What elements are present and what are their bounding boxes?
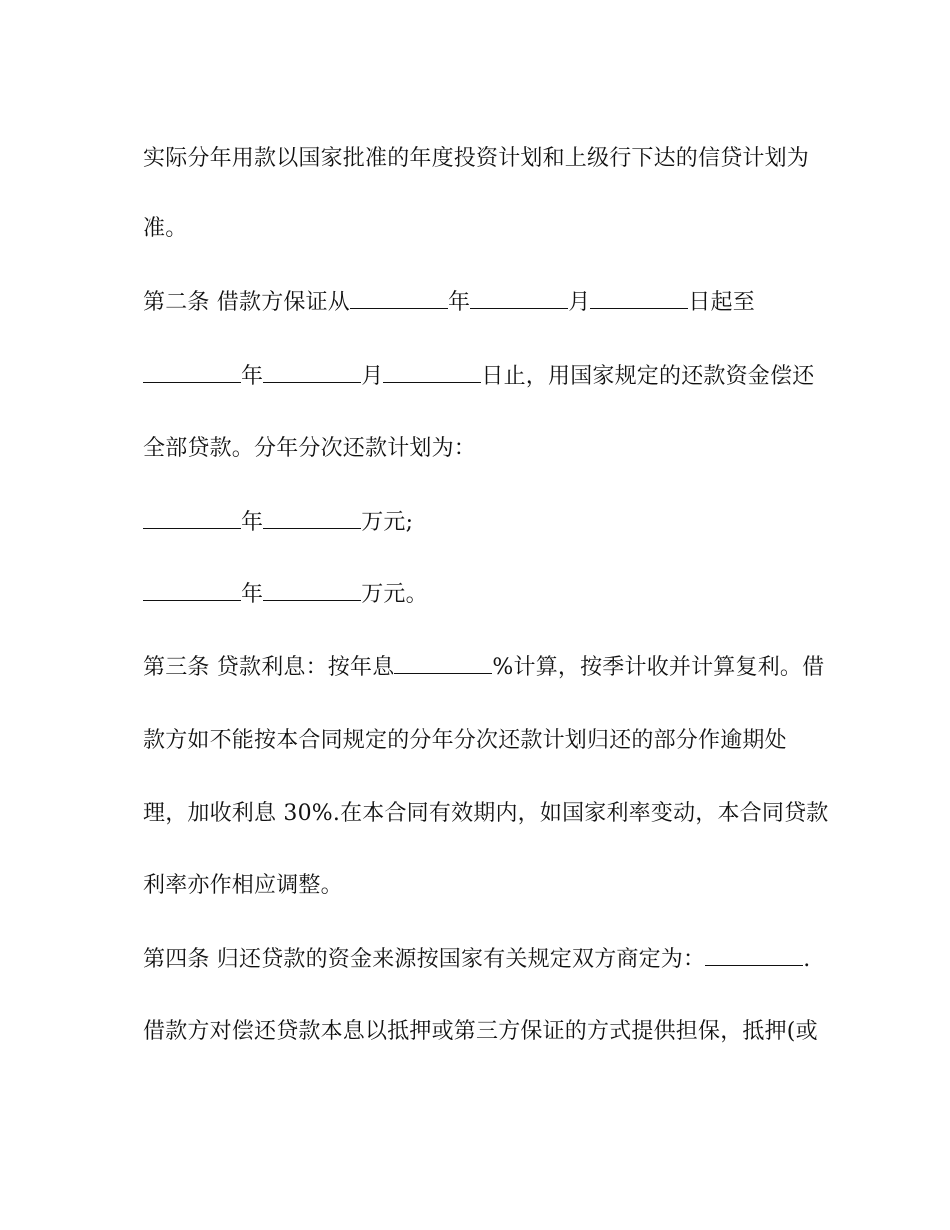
text-segment: 实际分年用款以国家批准的年度投资计划和上级行下达的信贷计划为 xyxy=(143,146,810,171)
article-2-line-3 xyxy=(143,435,823,463)
text-segment: 第二条 借款方保证从 xyxy=(143,290,350,315)
text-segment: 利率亦作相应调整。 xyxy=(143,873,343,898)
fill-blank-plan-amount-1[interactable] xyxy=(263,508,361,529)
article-4-line-2 xyxy=(143,1018,823,1046)
article-4-line-1 xyxy=(143,945,823,974)
repayment-plan-line-2 xyxy=(143,580,823,609)
fill-blank-interest-rate[interactable] xyxy=(394,653,492,674)
paragraph-line-1 xyxy=(143,145,823,173)
text-segment: 理，加收利息 30%.在本合同有效期内，如国家利率变动，本合同贷款 xyxy=(143,801,829,826)
text-segment: 第四条 归还贷款的资金来源按国家有关规定双方商定为： xyxy=(143,947,706,972)
text-segment: 日起至 xyxy=(688,290,756,315)
article-3-line-1 xyxy=(143,653,823,682)
text-segment: 年 xyxy=(241,364,264,389)
fill-blank-end-month[interactable] xyxy=(263,362,361,383)
text-segment: %计算，按季计收并计算复利。借 xyxy=(492,655,825,680)
text-segment: 借款方对偿还贷款本息以抵押或第三方保证的方式提供担保，抵押(或 xyxy=(143,1019,818,1044)
text-segment: 款方如不能按本合同规定的分年分次还款计划归还的部分作逾期处 xyxy=(143,728,787,753)
fill-blank-fund-source[interactable] xyxy=(705,945,803,966)
text-segment: . xyxy=(803,947,811,972)
text-segment: 年 xyxy=(241,582,264,607)
text-segment: 年 xyxy=(448,290,471,315)
text-segment: 万元。 xyxy=(361,582,428,607)
fill-blank-start-month[interactable] xyxy=(470,288,568,309)
text-segment: 年 xyxy=(241,510,264,535)
fill-blank-start-year[interactable] xyxy=(350,288,448,309)
article-2-line-2 xyxy=(143,362,823,391)
fill-blank-plan-amount-2[interactable] xyxy=(263,580,361,601)
fill-blank-plan-year-1[interactable] xyxy=(143,508,241,529)
article-3-line-2 xyxy=(143,727,823,755)
fill-blank-end-year[interactable] xyxy=(143,362,241,383)
fill-blank-end-day[interactable] xyxy=(383,362,481,383)
text-segment: 第三条 贷款利息：按年息 xyxy=(143,655,395,680)
text-segment: 月 xyxy=(361,364,384,389)
text-segment: 全部贷款。分年分次还款计划为： xyxy=(143,436,477,461)
article-3-line-4 xyxy=(143,872,823,900)
article-3-line-3 xyxy=(143,800,829,828)
text-segment: 万元; xyxy=(361,510,414,535)
text-segment: 准。 xyxy=(143,216,188,241)
text-segment: 日止，用国家规定的还款资金偿还 xyxy=(481,364,815,389)
fill-blank-plan-year-2[interactable] xyxy=(143,580,241,601)
repayment-plan-line-1 xyxy=(143,508,823,537)
text-segment: 月 xyxy=(568,290,591,315)
article-2-line-1 xyxy=(143,288,823,317)
fill-blank-start-day[interactable] xyxy=(590,288,688,309)
paragraph-line-2 xyxy=(143,215,823,243)
